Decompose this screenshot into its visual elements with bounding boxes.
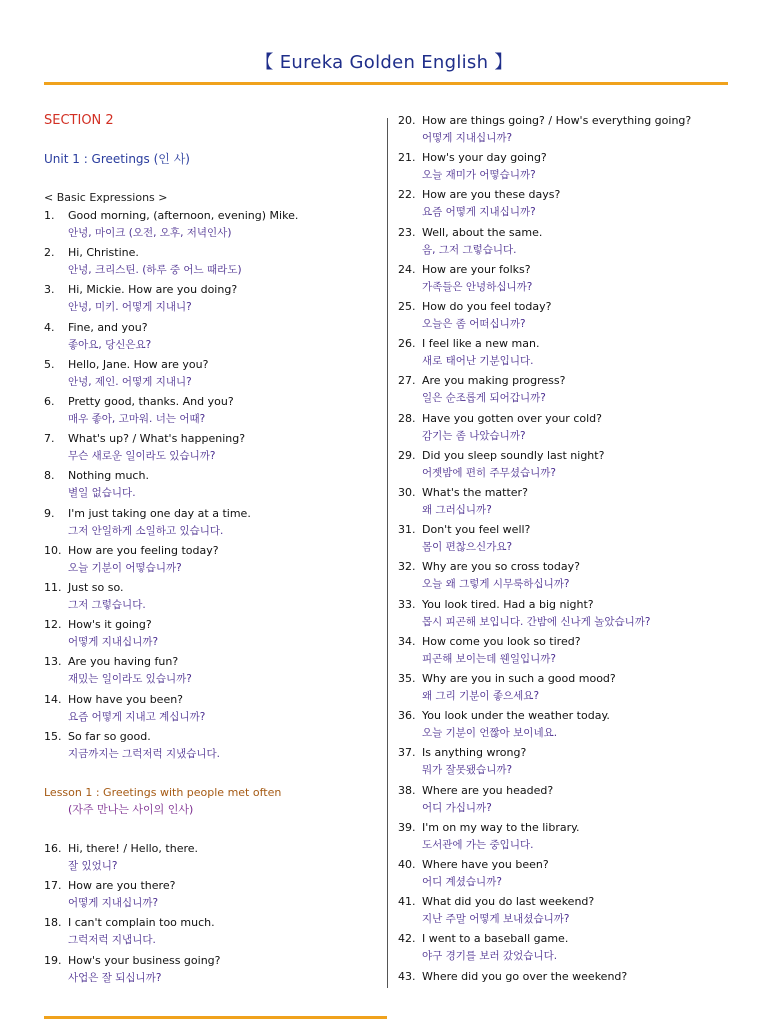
- expression-english: [398, 558, 580, 577]
- expression-number: 23.: [398, 225, 416, 239]
- expression-korean: 도서관에 가는 중입니다.: [422, 838, 534, 851]
- expression-number: 16.: [44, 842, 62, 855]
- expression-korean: 일은 순조롭게 되어갑니까?: [422, 392, 546, 405]
- expression-korean: 그럭저럭 지냅니다.: [68, 934, 156, 947]
- expression-text: Hi, Christine.: [68, 246, 139, 260]
- expression-korean: 어디 계셨습니까?: [422, 876, 502, 888]
- expression-text: Are you making progress?: [422, 374, 566, 388]
- document-title: 【 Eureka Golden English 】: [255, 52, 513, 73]
- expression-english: [44, 319, 148, 338]
- expression-text: Why are you so cross today?: [422, 560, 580, 574]
- expression-number: 13.: [44, 655, 62, 669]
- expression-english: [44, 393, 234, 412]
- expression-english: [44, 505, 251, 524]
- expression-number: 26.: [398, 337, 416, 351]
- expression-number: 21.: [398, 151, 416, 165]
- expression-korean: 무슨 새로운 일이라도 있습니까?: [68, 450, 216, 463]
- expression-text: Fine, and you?: [68, 320, 148, 334]
- expression-text: What's up? / What's happening?: [68, 432, 246, 446]
- expression-korean: 피곤해 보이는데 웬일입니까?: [422, 652, 556, 665]
- expression-text: Have you gotten over your cold?: [422, 411, 602, 425]
- expression-text: Are you having fun?: [68, 655, 179, 669]
- expression-english: [398, 670, 616, 689]
- expression-text: What did you do last weekend?: [422, 895, 595, 909]
- expression-number: 34.: [398, 634, 416, 648]
- expression-number: 42.: [398, 932, 416, 946]
- expression-number: 3.: [44, 283, 55, 297]
- expression-number: 7.: [44, 432, 55, 446]
- expression-korean: 오늘 기분이 언짢아 보이네요.: [422, 727, 558, 740]
- expression-korean: 사업은 잘 되십니까?: [68, 971, 162, 984]
- expression-number: 28.: [398, 411, 416, 425]
- expression-english: [398, 335, 539, 354]
- bottom-divider: [44, 1016, 387, 1019]
- expression-text: I'm just taking one day at a time.: [68, 506, 251, 520]
- expression-english: [44, 207, 298, 226]
- expression-text: How are you feeling today?: [68, 543, 219, 557]
- expression-number: 41.: [398, 895, 416, 909]
- expression-korean: 그저 그렇습니다.: [68, 599, 146, 611]
- expression-text: How are your folks?: [422, 262, 531, 276]
- expression-number: 43.: [398, 969, 416, 983]
- expression-korean: 뭐가 잘못됐습니까?: [422, 764, 513, 777]
- expression-korean: 왜 그리 기분이 좋으세요?: [422, 690, 540, 702]
- expression-english: [44, 914, 215, 933]
- expression-english: [398, 782, 553, 801]
- expression-text: Good morning, (afternoon, evening) Mike.: [68, 209, 299, 222]
- expression-korean: 별일 없습니다.: [68, 487, 136, 500]
- expression-text: How are you there?: [68, 879, 176, 893]
- expression-english: [44, 579, 123, 598]
- expression-number: 40.: [398, 858, 416, 871]
- expression-english: [398, 707, 610, 726]
- expression-number: 6.: [44, 395, 55, 408]
- expression-korean: 지난 주말 어떻게 보내셨습니까?: [422, 913, 570, 926]
- expression-text: Hi, Mickie. How are you doing?: [68, 283, 238, 297]
- expression-english: [398, 893, 594, 912]
- expression-number: 2.: [44, 246, 55, 260]
- expression-number: 8.: [44, 469, 55, 483]
- expression-english: [44, 356, 208, 375]
- expression-korean: 오늘 왜 그렇게 시무룩하십니까?: [422, 578, 570, 591]
- expression-korean: 오늘 기분이 어떻습니까?: [68, 561, 182, 574]
- expression-text: Where did you go over the weekend?: [422, 969, 628, 983]
- expression-korean: 잘 있었니?: [68, 860, 118, 872]
- expression-english: [398, 112, 691, 131]
- expression-number: 15.: [44, 729, 62, 743]
- expression-text: Did you sleep soundly last night?: [422, 448, 605, 462]
- expression-number: 27.: [398, 374, 416, 388]
- expression-english: [44, 728, 151, 747]
- expression-number: 12.: [44, 618, 62, 632]
- expression-text: How's your business going?: [68, 953, 221, 967]
- expression-text: I'm on my way to the library.: [422, 820, 580, 834]
- expression-text: Well, about the same.: [422, 225, 543, 239]
- expression-korean: 안녕, 마이크 (오전, 오후, 저녁인사): [68, 227, 232, 239]
- section-heading: SECTION 2: [44, 113, 114, 128]
- expression-number: 29.: [398, 448, 416, 462]
- expression-number: 11.: [44, 581, 62, 594]
- expression-text: Hello, Jane. How are you?: [68, 357, 209, 371]
- expression-text: Don't you feel well?: [422, 523, 531, 537]
- expression-korean: 몸이 편찮으신가요?: [422, 541, 513, 554]
- expression-korean: 지금까지는 그럭저럭 지냈습니다.: [68, 747, 221, 760]
- expression-text: Is anything wrong?: [422, 746, 527, 760]
- expression-korean: 몹시 피곤해 보입니다. 간밤에 신나게 놀았습니까?: [422, 615, 651, 628]
- expression-english: [44, 467, 149, 486]
- expression-english: [44, 840, 198, 859]
- expression-korean: 어떻게 지내십니까?: [68, 636, 159, 649]
- expression-text: How are things going? / How's everything going?: [422, 114, 692, 127]
- expression-korean: 매우 좋아, 고마워. 너는 어때?: [68, 413, 206, 425]
- expression-korean: 어디 가십니까?: [422, 801, 492, 814]
- expression-text: Why are you in such a good mood?: [422, 672, 616, 685]
- expression-korean: 오늘 재미가 어떻습니까?: [422, 169, 536, 182]
- expression-text: I can't complain too much.: [68, 916, 215, 930]
- expression-english: [44, 952, 220, 971]
- expression-english: [398, 484, 528, 503]
- expression-text: How's your day going?: [422, 151, 547, 165]
- expression-number: 1.: [44, 209, 55, 222]
- expression-text: Where have you been?: [422, 858, 549, 871]
- expression-english: [398, 186, 560, 205]
- top-divider: [44, 82, 728, 85]
- expression-number: 39.: [398, 820, 416, 834]
- expression-text: How do you feel today?: [422, 300, 552, 313]
- expression-korean: 왜 그러십니까?: [422, 504, 492, 516]
- expression-english: [398, 410, 602, 429]
- expression-number: 30.: [398, 486, 416, 499]
- expression-english: [398, 744, 526, 763]
- expression-number: 24.: [398, 262, 416, 276]
- expression-number: 32.: [398, 560, 416, 574]
- unit-heading: Unit 1 : Greetings (인 사): [44, 152, 190, 166]
- expression-korean: 재밌는 일이라도 있습니까?: [68, 673, 192, 686]
- expression-english: [398, 447, 604, 466]
- expression-english: [398, 224, 542, 243]
- expression-number: 31.: [398, 523, 416, 537]
- expression-text: Where are you headed?: [422, 783, 554, 797]
- expression-english: [398, 372, 565, 391]
- expression-korean: 요즘 어떻게 지내고 계십니까?: [68, 710, 206, 723]
- expression-korean: 가족들은 안녕하십니까?: [422, 280, 533, 293]
- expression-number: 25.: [398, 300, 416, 313]
- expression-english: [44, 691, 183, 710]
- expression-text: I went to a baseball game.: [422, 932, 569, 946]
- expression-number: 33.: [398, 597, 416, 611]
- expression-number: 36.: [398, 709, 416, 723]
- expression-korean: 음, 그저 그렇습니다.: [422, 243, 517, 256]
- expression-text: How's it going?: [68, 618, 152, 632]
- expression-text: You look under the weather today.: [422, 709, 610, 723]
- lesson-heading-korean: (자주 만나는 사이의 인사): [68, 803, 194, 816]
- expression-english: [44, 542, 219, 561]
- expression-number: 35.: [398, 672, 416, 685]
- expression-korean: 좋아요, 당신은요?: [68, 338, 152, 351]
- expression-english: [44, 616, 152, 635]
- column-divider: [387, 118, 388, 988]
- expression-number: 19.: [44, 953, 62, 967]
- expression-number: 37.: [398, 746, 416, 760]
- expression-number: 14.: [44, 692, 62, 706]
- expression-number: 22.: [398, 188, 416, 202]
- expression-english: [398, 596, 594, 615]
- expression-korean: 안녕, 제인. 어떻게 지내니?: [68, 375, 192, 388]
- expression-text: How have you been?: [68, 692, 184, 706]
- expression-text: Pretty good, thanks. And you?: [68, 395, 234, 408]
- expression-english: [44, 244, 139, 263]
- expression-number: 18.: [44, 916, 62, 930]
- expression-english: [398, 521, 530, 540]
- expression-text: Just so so.: [68, 581, 124, 594]
- expression-text: So far so good.: [68, 729, 151, 743]
- expression-english: [398, 149, 547, 168]
- expression-number: 10.: [44, 543, 62, 557]
- expression-korean: 어떻게 지내십니까?: [422, 132, 513, 144]
- expression-korean: 어젯밤에 편히 주무셨습니까?: [422, 466, 556, 479]
- expression-text: How are you these days?: [422, 188, 561, 202]
- expression-english: [44, 430, 245, 449]
- expression-text: How come you look so tired?: [422, 634, 581, 648]
- expression-english: [398, 261, 531, 280]
- expression-korean: 안녕, 미키. 어떻게 지내니?: [68, 301, 192, 314]
- expression-text: Nothing much.: [68, 469, 149, 483]
- expression-number: 4.: [44, 320, 55, 334]
- expression-korean: 새로 태어난 기분입니다.: [422, 355, 534, 368]
- expression-korean: 안녕, 크리스틴. (하루 중 어느 때라도): [68, 264, 242, 277]
- expression-number: 38.: [398, 783, 416, 797]
- lesson-heading: Lesson 1 : Greetings with people met often: [44, 786, 282, 799]
- expression-english: [398, 856, 549, 875]
- expression-english: [398, 819, 580, 838]
- expression-text: Hi, there! / Hello, there.: [68, 842, 199, 855]
- expression-english: [398, 930, 568, 949]
- expression-korean: 야구 경기를 보러 갔었습니다.: [422, 950, 558, 963]
- basic-expressions-heading: < Basic Expressions >: [44, 191, 168, 204]
- expression-english: [44, 877, 175, 896]
- expression-korean: 오늘은 좀 어떠십니까?: [422, 318, 526, 330]
- expression-text: I feel like a new man.: [422, 337, 540, 351]
- expression-korean: 그저 안일하게 소일하고 있습니다.: [68, 524, 224, 537]
- expression-text: What's the matter?: [422, 486, 528, 499]
- expression-number: 9.: [44, 506, 55, 520]
- expression-english: [44, 281, 237, 300]
- expression-korean: 요즘 어떻게 지내십니까?: [422, 206, 536, 219]
- expression-korean: 어떻게 지내십니까?: [68, 897, 159, 910]
- expression-english: [398, 298, 552, 317]
- expression-number: 17.: [44, 879, 62, 893]
- expression-english: [398, 968, 627, 987]
- expression-number: 5.: [44, 357, 55, 371]
- expression-english: [44, 653, 178, 672]
- expression-korean: 감기는 좀 나았습니까?: [422, 429, 526, 442]
- expression-text: You look tired. Had a big night?: [422, 597, 594, 611]
- expression-english: [398, 633, 581, 652]
- expression-number: 20.: [398, 114, 416, 127]
